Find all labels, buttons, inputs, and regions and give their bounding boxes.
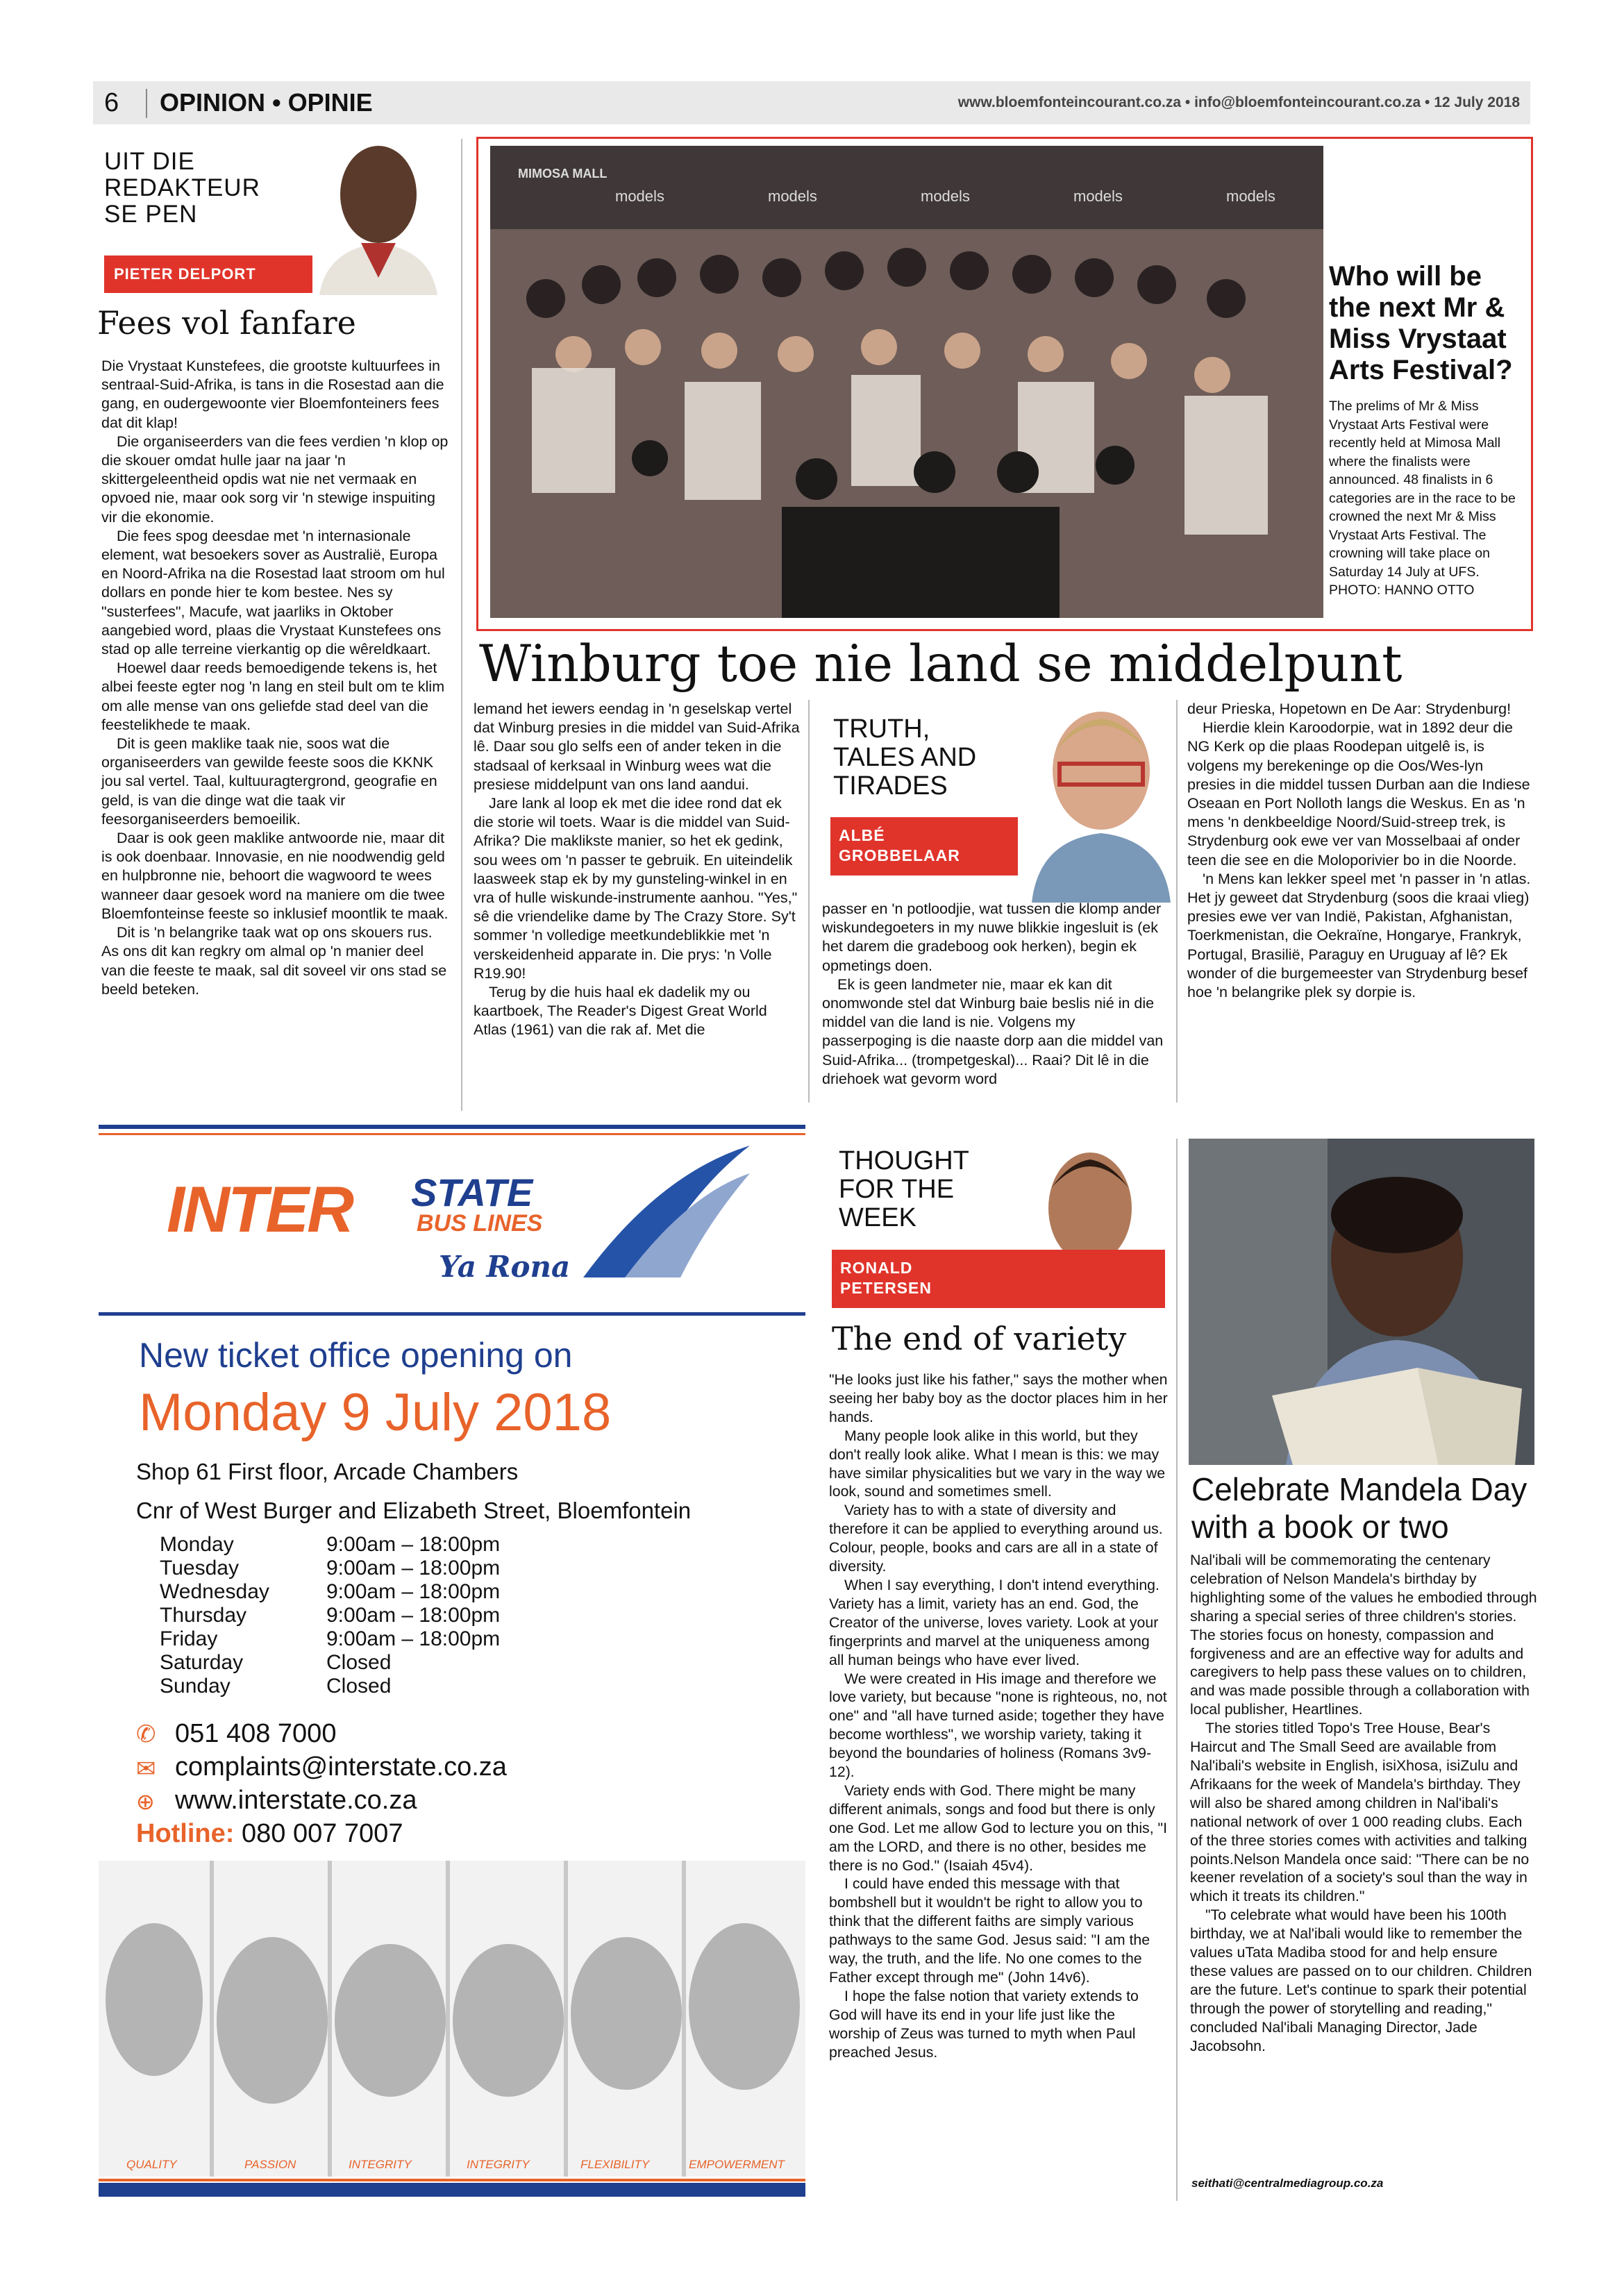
editor-title: Fees vol fanfare [97, 304, 356, 342]
hours-row: Sunday Closed [160, 1675, 392, 1698]
hours-row: Tuesday 9:00am – 18:00pm [160, 1557, 501, 1579]
ad-logo-tagline: Ya Rona [439, 1250, 571, 1284]
editor-author: PIETER DELPORT [104, 255, 312, 293]
ad-headline-2: Monday 9 July 2018 [139, 1383, 612, 1442]
photo-feature-title: Who will be the next Mr & Miss Vrystaat Arts Festival? [1329, 261, 1513, 385]
ad-logo-swoosh [583, 1146, 750, 1277]
ad-logo-inter: INTER [167, 1173, 352, 1246]
ad-address-2: Cnr of West Burger and Elizabeth Street, Bloemfontein [136, 1498, 692, 1523]
thought-label: THOUGHT FOR THE WEEK [839, 1146, 969, 1232]
ad-bottom-bar [99, 2183, 805, 2197]
editor-heading: UIT DIE REDAKTEUR SE PEN [104, 148, 260, 228]
backdrop-models: models [921, 187, 970, 205]
photo-caption: The prelims of Mr & Miss Vrystaat Arts Festival were recently held at Mimosa Mall where the finalists were announced. 48 finalists in 6 categories are in the race to be crowned the next Mr & Miss Vrystaat Arts Festival. The crowning will take place on Saturday 14 July at UFS. PHOTO: HANNO OTTO [1329, 399, 1516, 598]
mandela-body: Nal'ibali will be commemorating the centenary celebration of Nelson Mandela's birthday by highlighting some of the values he embodied through sharing a special series of three children's stories. The stories focus on honesty, compassion and forgiveness and are an effective way for adults and caregivers to help pass these values on to children, and was made possible through a collaboration with local publisher, Heartlines. The stories titled Topo's Tree House, Bear's Haircut and The Small Seed are available from Nal'ibali's website in English, isiXhosa, isiZulu and Afrikaans for the week of Mandela's birthday. They will also be shared among children in Nal'ibali's national network of over 1 000 reading clubs. Each of the three stories comes with activities and talking points.Nelson Mandela once said: "There can be no keener revelation of a society's soul than the way in which it treats its children." "To celebrate what would have been his 100th birthday, we at Nal'ibali would like to remember the values uTata Madiba stood for and help ensure these values are passed on to our children. Children are the future. Let's continue to spark their potential through the power of storytelling and reading," concluded Nal'ibali Managing Director, Jade Jacobsohn. [1190, 1552, 1537, 2054]
thought-author: RONALD PETERSEN [832, 1250, 1165, 1308]
editor-portrait [312, 139, 444, 295]
hours-row: Friday 9:00am – 18:00pm [160, 1627, 501, 1650]
header-divider [146, 89, 147, 118]
phone-icon: ✆ [136, 1721, 156, 1748]
backdrop-models: models [1073, 187, 1123, 205]
backdrop-mimosa: MIMOSA MALL [518, 167, 608, 181]
ad-phone[interactable]: 051 408 7000 [175, 1719, 337, 1748]
thought-title: The end of variety [832, 1320, 1127, 1357]
column-rule [1176, 1139, 1178, 2201]
ad-values: QUALITY PASSION INTEGRITY INTEGRITY FLEXIBILITY EMPOWERMENT [126, 2158, 785, 2171]
ad-divider [99, 1312, 805, 1316]
thought-body: "He looks just like his father," says the mother when seeing her baby boy as the doctor places him in her hands. Many people look alike in this world, but they don't really look alike. What I mean is this: we may have similar physicalities but we vary in the way we look, sound and sometimes smell. Variety has to with a state of diversity and therefore it can be applied to everything around us. Colour, people, books and cars are all in a state of diversity. When I say everything, I don't intend everything. Variety has a limit, variety has an end. God, the Creator of the universe, loves variety. Look at your fingerprints and marvel at the uniqueness among all human beings who have ever lived. We were created in His image and therefore we love variety, but because "none is righteous, no, not one" and "all have turned aside; together they have become worthless", we worship variety, taking it beyond the boundaries of holiness (Romans 3v9-12). Variety ends with God. There might be many different animals, songs and food but there is only one God. Let me allow God to lecture you on this, "I am the LORD, and there is no other, besides me there is no God." (Isaiah 45v4). I could have ended this message with that bombshell but it wouldn't be right to allow you to think that the different faiths are simply various pathways to the same God. Jesus said: "I am the way, the truth, and the life. No one comes to the Father except through me" (John 14v6). I hope the false notion that variety extends to God will have its end in your life just like the worship of Zeus was turned to myth when Paul preached Jesus. [829, 1371, 1168, 2061]
globe-icon: ⊕ [136, 1789, 155, 1814]
winburg-col3: deur Prieska, Hopetown en De Aar: Strydenburg! Hierdie klein Karoodorpie, wat in 1892 deur die NG Kerk op die plaas Roodepan uitgelê is, is volgens my berekeninge op die Oos/Wes-lyn presies in die middel tussen Durban aan die Indiese Oseaan en Port Nolloth langs die Weskus. En as 'n mens 'n denkbeeldige Noord/Suid-streep trek, is Strydenburg ook ewe ver van Mosselbaai af onder teen die see en die Moloporivier bo in die Noorde. 'n Mens kan lekker speel met 'n passer in 'n atlas. Het jy geweet dat Strydenburg (soos die kraai vlieg) presies ewe ver van Indië, Pakistan, Afghanistan, Toerkmenistan, die Oekraïne, Hongarye, Frankryk, Portugal, Brasilië, Paraguy en Uruguay af lê? Ek wonder of die burgemeester van Strydenburg besef hoe 'n belangrike plek sy dorpie is. [1187, 701, 1531, 1001]
ad-animal-panels [99, 1861, 805, 2177]
ad-top-rule [99, 1125, 805, 1129]
tirades-label: TRUTH, TALES AND TIRADES [833, 714, 977, 801]
winburg-headline: Winburg toe nie land se middelpunt [479, 635, 1403, 694]
ad-address-1: Shop 61 First floor, Arcade Chambers [136, 1459, 519, 1484]
author-portrait [1018, 694, 1184, 903]
column-rule [461, 139, 462, 1111]
backdrop-models: models [768, 187, 817, 205]
ad-headline-1: New ticket office opening on [139, 1336, 573, 1375]
hours-row: Saturday Closed [160, 1651, 392, 1674]
mandela-title: Celebrate Mandela Day with a book or two [1191, 1471, 1527, 1545]
editor-body: Die Vrystaat Kunstefees, die grootste kultuurfees in sentraal-Suid-Afrika, is tans in die Rosestad aan die gang, en oudergewoonte vier Bloemfonteiners fees dat dit klap! Die organiseerders van die fees verdien 'n klop op die skouer omdat hulle jaar na jaar 'n skittergeleentheid opdis wat nie net vermaak en opvoed nie, maar ook sorg vir 'n stewige inspuiting vir die ekonomie. Die fees spog deesdae met 'n internasionale element, wat besoekers sover as Australië, Europa en Noord-Afrika na die Rosestad laat stroom om hul dollars en ponde hier te kom bestee. Nes sy "susterfees", Macufe, wat jaarliks in Oktober aangebied word, plaas die Vrystaat Kunstefees ons stad op alle terreine vierkantig op die wêreldkaart. Hoewel daar reeds bemoedigende tekens is, het albei feeste egter nog 'n lang en steil bult om te klim om alle mense van ons geliefde stad deel van die feestelikhede te maak. Dit is geen maklike taak nie, soos wat die organiseerders van gewilde feeste soos die KKNK jou sal vertel. Taal, kultuuragtergrond, geografie en geld, is van die dinge wat die taak vir feesorganiseerders bemoeilik. Daar is ook geen maklike antwoorde nie, maar dit is ook doenbaar. Innovasie, en nie noodwendig geld en hulpbronne nie, behoort die wagwoord te wees wanneer daar gesoek word na maniere om die twee Bloemfonteinse feeste so inklusief moontlik te maak. Dit is 'n belangrike taak wat op ons skouers rus. As ons dit kan regkry om almal op 'n manier deel van die feeste te maak, sal dit soveel vir ons stad se beeld beteken. [101, 358, 449, 998]
section-title: OPINION • OPINIE [160, 88, 373, 117]
winburg-col2: passer en 'n potloodjie, wat tussen die klomp ander wiskundegoeters in my nuwe blikkie ingesluit is (ek het darem die gradeboog ook herken), begin ek opmetings doen. Ek is geen landmeter nie, maar ek kan dit onomwonde stel dat Winburg baie beslis nié in die middel van die land is nie. Volgens my passerpoging is die naaste dorp aan die middel van Suid-Afrika... (trompetgeskal)... Raai? Dit lê in die driehoek wat gevorm word [822, 900, 1164, 1087]
ad-web[interactable]: www.interstate.co.za [175, 1786, 417, 1815]
ad-hours [160, 1533, 500, 1698]
hours-row: Monday 9:00am – 18:00pm [160, 1533, 501, 1556]
hours-row: Thursday 9:00am – 18:00pm [160, 1604, 501, 1627]
column-rule [808, 700, 810, 1103]
mandela-email[interactable]: seithati@centralmediagroup.co.za [1191, 2177, 1384, 2190]
ad-bottom-rule [99, 2179, 805, 2181]
ad-logo-state: STATE [411, 1171, 533, 1214]
email-icon: ✉ [136, 1756, 156, 1782]
winburg-col1: lemand het iewers eendag in 'n geselskap vertel dat Winburg presies in die middel van Suid-Afrika lê. Daar sou glo selfs een of ander teken in die stadsaal of kerksaal in Winburg wees wat die presiese middelpunt van ons land aandui. Jare lank al loop ek met die idee rond dat ek die storie wil toets. Waar is die middel van Suid-Afrika? Die maklikste manier, so het ek gedink, sou wees om 'n passer te gebruik. En uiteindelik laasweek stap ek by my gunsteling-winkel in en vra of hulle wiskunde-instrumente aanhou. "Yes," sê die vriendelike dame by The Crazy Store. Sy't sommer 'n volledige meetkundeblikkie met 'n verskeidenheid apparate in. Die prys: 'n Volle R19.90! Terug by die huis haal ek dadelik my ou kaartboek, The Reader's Digest Great World Atlas (1961) van die rak af. Met die [474, 701, 800, 1039]
header-meta: www.bloemfonteincourant.co.za • info@bloemfonteincourant.co.za • 12 July 2018 [957, 94, 1520, 110]
backdrop-models: models [1226, 187, 1275, 205]
ad-hotline: Hotline: 080 007 7007 [136, 1819, 403, 1848]
tirades-author: ALBÉ GROBBELAAR [830, 817, 1018, 875]
backdrop-models: models [615, 187, 664, 205]
hours-row: Wednesday 9:00am – 18:00pm [160, 1580, 501, 1603]
page-number: 6 [104, 88, 119, 117]
group-photo [490, 146, 1323, 618]
child-reading-photo [1189, 1139, 1534, 1465]
ad-email[interactable]: complaints@interstate.co.za [175, 1752, 507, 1782]
ad-logo-bus: BUS LINES [417, 1210, 543, 1237]
column-rule [1176, 700, 1178, 1103]
ad-top-rule-red [99, 1133, 805, 1135]
